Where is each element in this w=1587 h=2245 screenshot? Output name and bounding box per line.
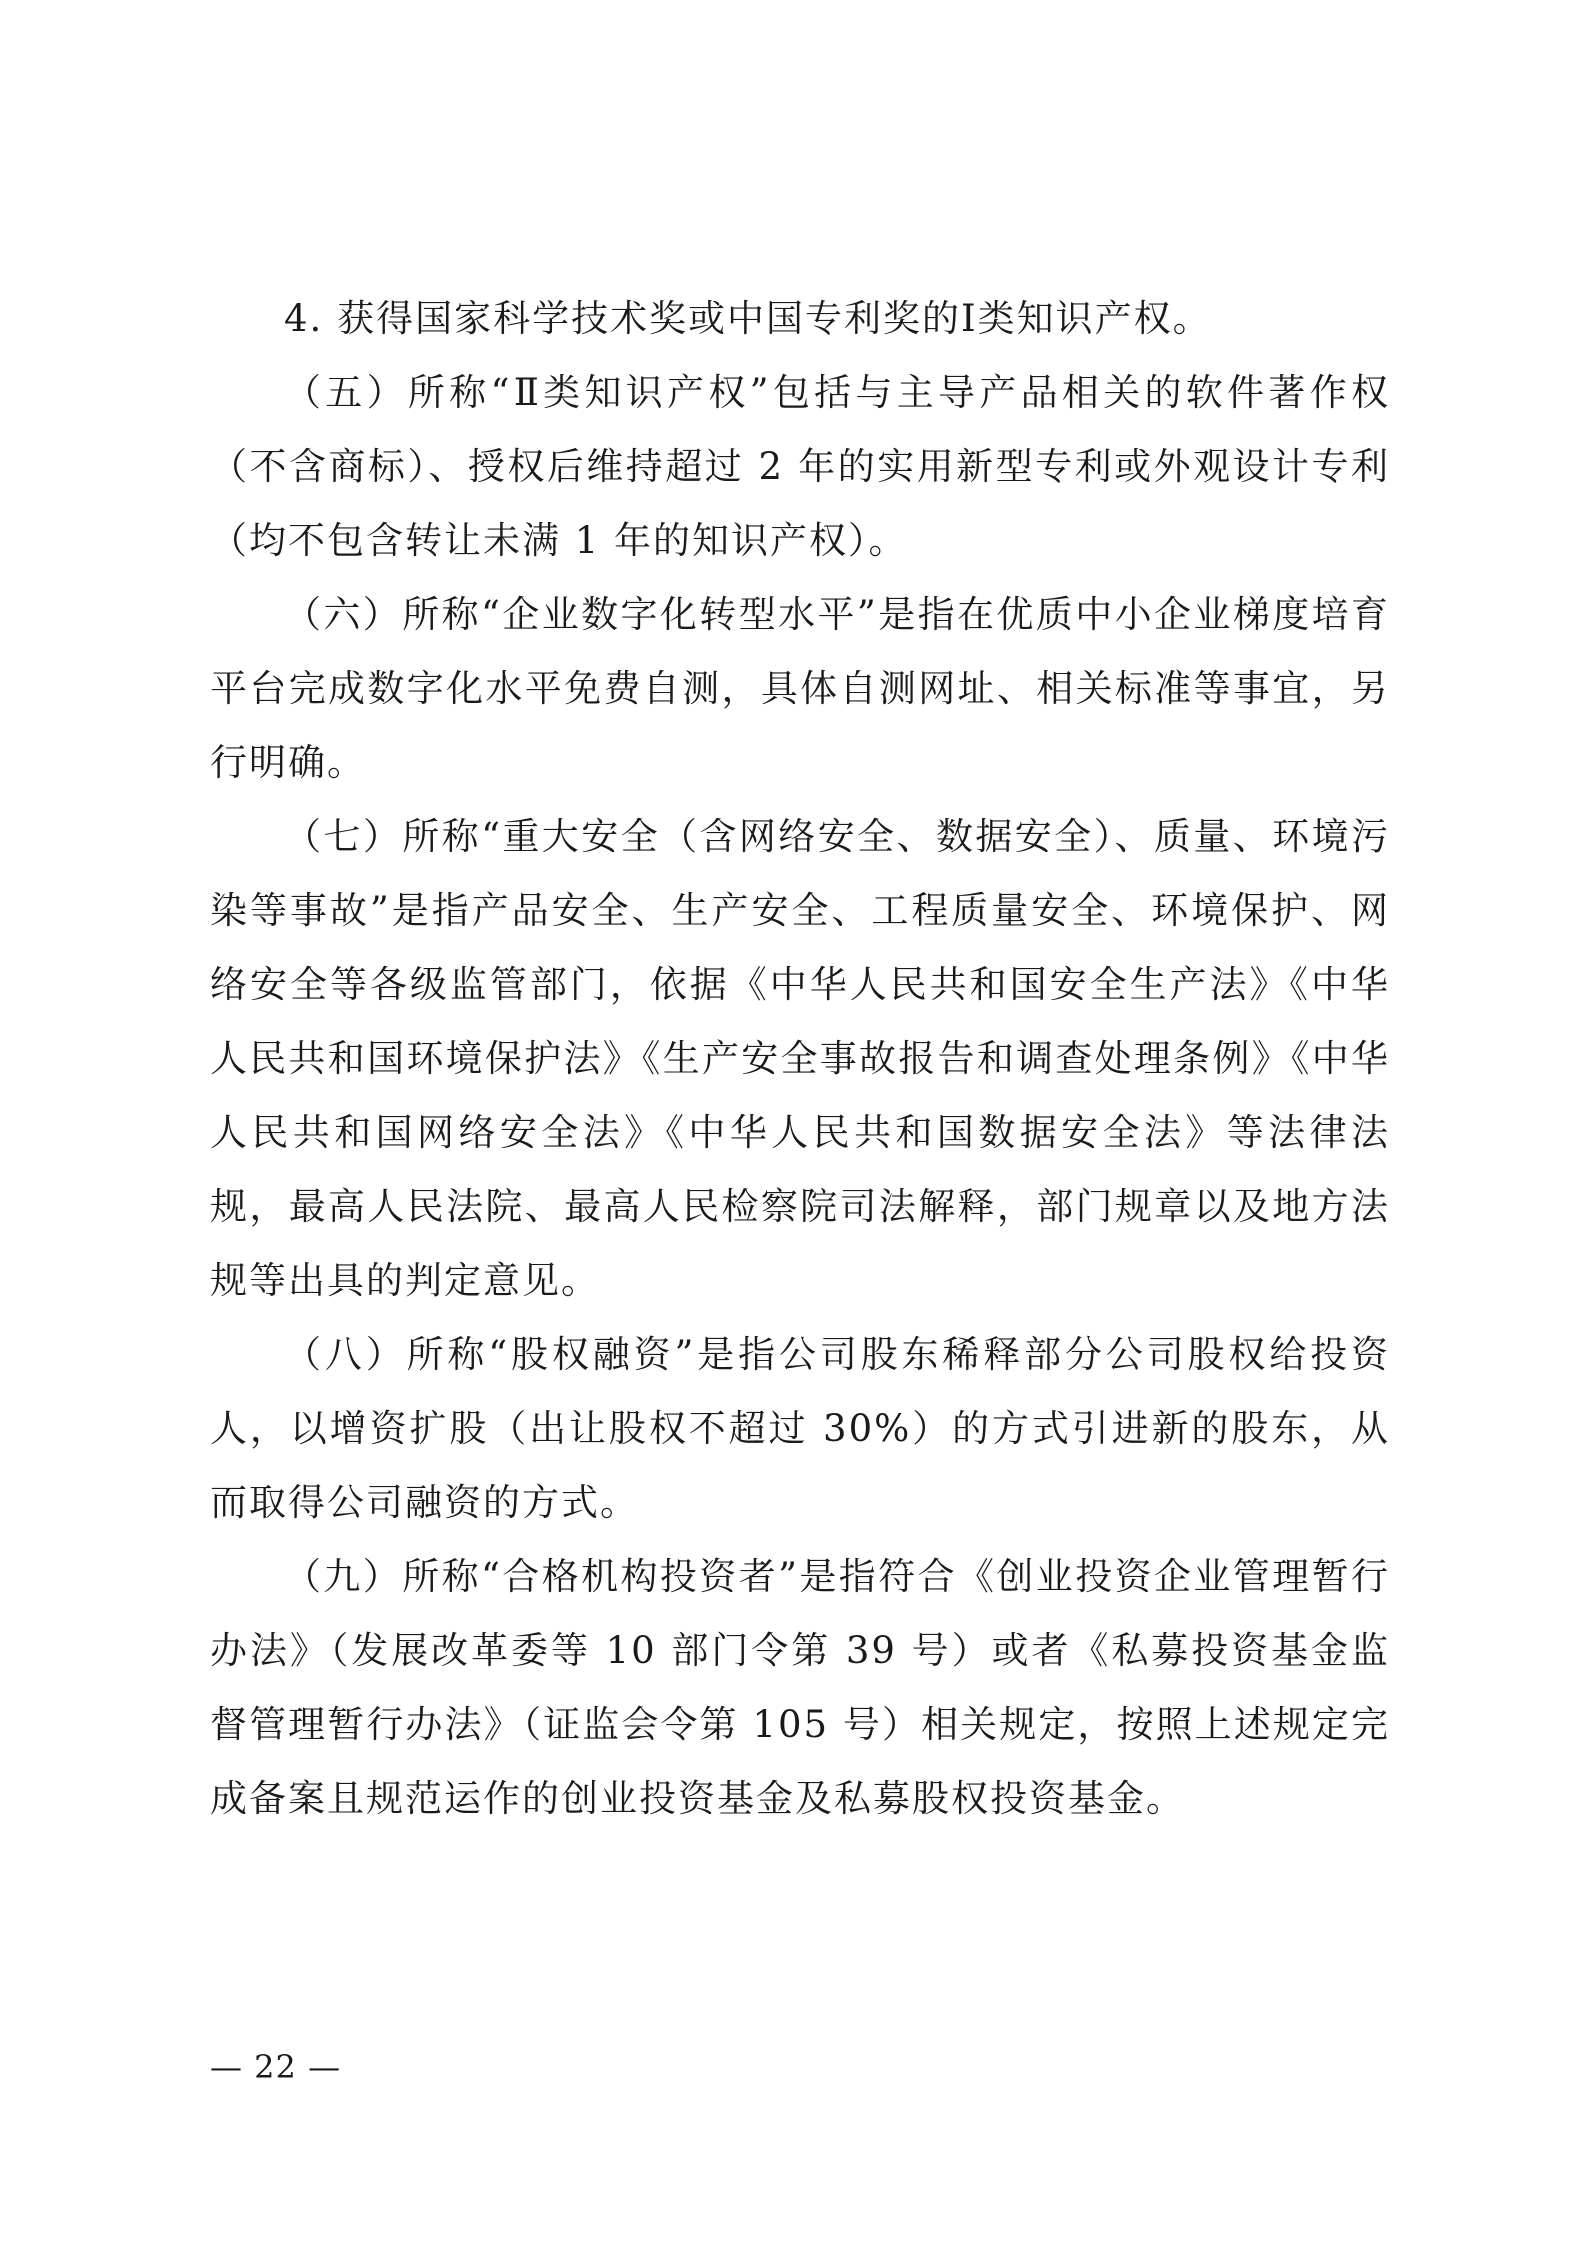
paragraph-six: （六）所称“企业数字化转型水平”是指在优质中小企业梯度培育平台完成数字化水平免费自测，具体自测网址、相关标准等事宜，另行明确。 [210,593,1390,784]
paragraph-nine: （九）所称“合格机构投资者”是指符合《创业投资企业管理暂行办法》（发展改革委等 10 部门令第 39 号）或者《私募投资基金监督管理暂行办法》（证监会令第 105 号）相关规定，按照上述规定完成备案且规范运作的创业投资基金及私募股权投资基金。 [210,1555,1390,1820]
paragraph-five: （五）所称“Ⅱ类知识产权”包括与主导产品相关的软件著作权（不含商标）、授权后维持超过 2 年的实用新型专利或外观设计专利（均不包含转让未满 1 年的知识产权）。 [210,371,1390,562]
paragraph-seven: （七）所称“重大安全（含网络安全、数据安全）、质量、环境污染等事故”是指产品安全、生产安全、工程质量安全、环境保护、网络安全等各级监管部门，依据《中华人民共和国安全生产法》《中华人民共和国环境保护法》《生产安全事故报告和调查处理条例》《中华人民共和国网络安全法》《中华人民共和国数据安全法》等法律法规，最高人民法院、最高人民检察院司法解释，部门规章以及地方法规等出具的判定意见。 [210,815,1390,1302]
paragraph-eight: （八）所称“股权融资”是指公司股东稀释部分公司股权给投资人，以增资扩股（出让股权不超过 30%）的方式引进新的股东，从而取得公司融资的方式。 [210,1333,1390,1524]
page-number: — 22 — [210,2048,342,2086]
document-body [210,282,1390,1836]
paragraph-item-4: 4. 获得国家科学技术奖或中国专利奖的Ⅰ类知识产权。 [284,297,1212,340]
